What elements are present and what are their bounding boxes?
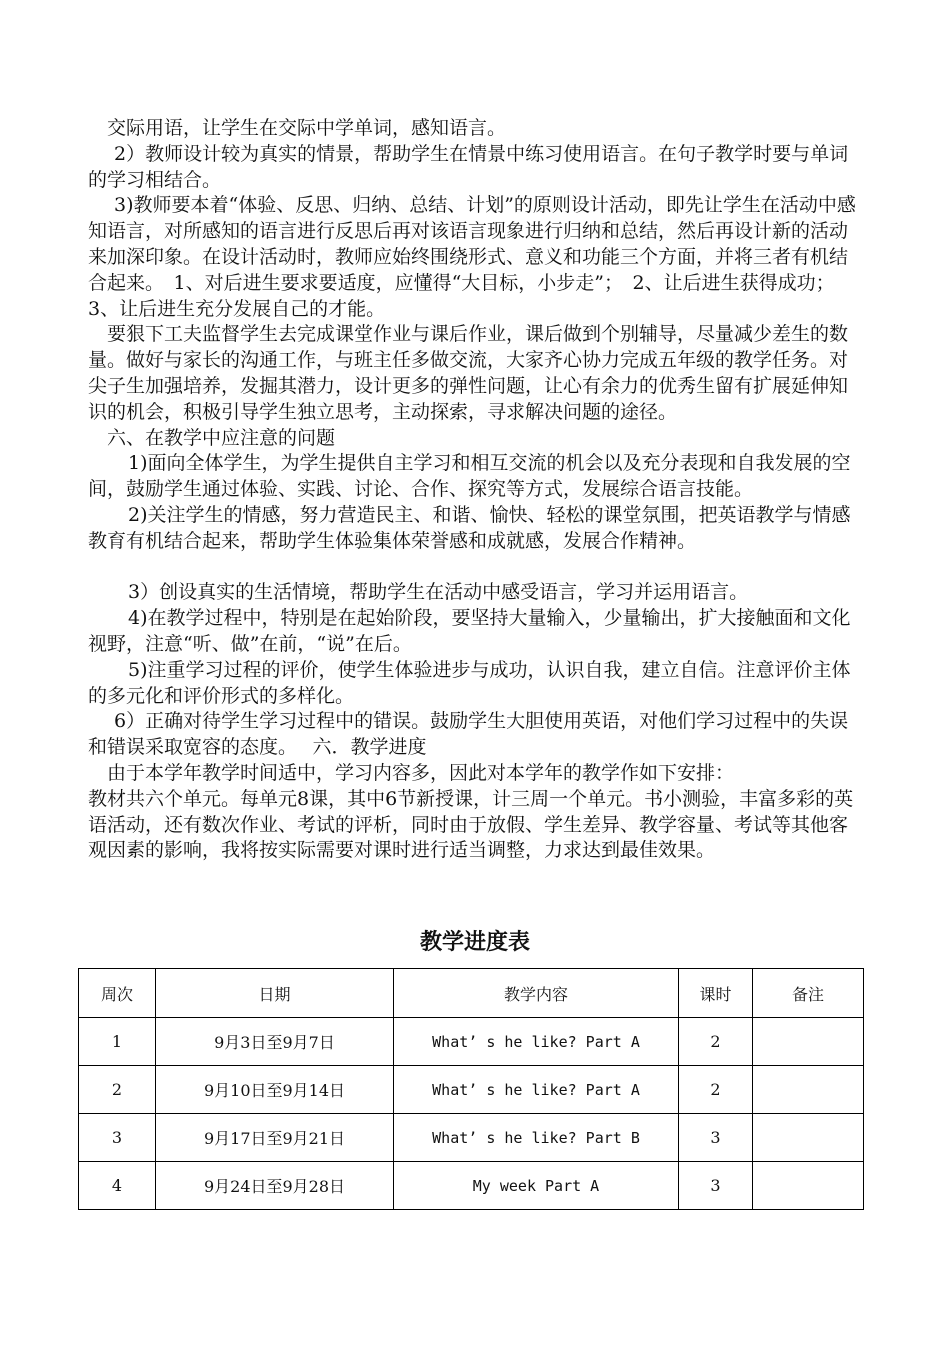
table-row <box>79 1162 864 1210</box>
table-row <box>79 1114 864 1162</box>
cell-content: My week Part A <box>394 1162 679 1210</box>
paragraph: 1)面向全体学生，为学生提供自主学习和相互交流的机会以及充分表现和自我发展的空间，鼓励学生通过体验、实践、讨论、合作、探究等方式，发展综合语言技能。 <box>88 452 851 501</box>
cell-hours: 3 <box>679 1114 753 1162</box>
document-body <box>88 116 864 864</box>
paragraph: 3)教师要本着“体验、反思、归纳、总结、计划”的原则设计活动，即先让学生在活动中感知语言，对所感知的语言进行反思后再对该语言现象进行归纳和总结，然后再设计新的活动来加深印象。在设计活动时，教师应始终围绕形式、意义和功能三个方面，并将三者有机结合起来。 1、对后进生要求要适度，应懂得“大目标，小步走”； 2、让后进生获得成功； 3、让后进生充分发展自己的才能。 <box>88 194 856 320</box>
header-notes: 备注 <box>753 969 864 1018</box>
cell-date: 9月3日至9月7日 <box>156 1018 394 1066</box>
paragraph: 6）正确对待学生学习过程中的错误。鼓励学生大胆使用英语，对他们学习过程中的失误和错误采取宽容的态度。 六．教学进度 <box>88 710 849 759</box>
cell-week: 4 <box>79 1162 156 1210</box>
header-date: 日期 <box>156 969 394 1018</box>
cell-notes <box>753 1066 864 1114</box>
cell-notes <box>753 1162 864 1210</box>
paragraph: 教材共六个单元。每单元8课，其中6节新授课，计三周一个单元。书小测验，丰富多彩的英语活动，还有数次作业、考试的评析，同时由于放假、学生差异、教学容量、考试等其他客观因素的影响，我将按实际需要对课时进行适当调整，力求达到最佳效果。 <box>88 787 854 862</box>
cell-date: 9月24日至9月28日 <box>156 1162 394 1210</box>
header-week: 周次 <box>79 969 156 1018</box>
cell-date: 9月17日至9月21日 <box>156 1114 394 1162</box>
paragraph: 2)关注学生的情感，努力营造民主、和谐、愉快、轻松的课堂氛围，把英语教学与情感教育有机结合起来，帮助学生体验集体荣誉感和成就感，发展合作精神。 <box>88 503 851 552</box>
section-heading: 六、在教学中应注意的问题 <box>107 426 336 449</box>
cell-content: What’ s he like? Part A <box>394 1066 679 1114</box>
cell-notes <box>753 1114 864 1162</box>
schedule-table <box>78 968 864 1210</box>
table-row <box>79 1018 864 1066</box>
header-hours: 课时 <box>679 969 753 1018</box>
cell-content: What’ s he like? Part B <box>394 1114 679 1162</box>
paragraph: 2）教师设计较为真实的情景，帮助学生在情景中练习使用语言。在句子教学时要与单词的学习相结合。 <box>88 142 849 191</box>
cell-week: 3 <box>79 1114 156 1162</box>
paragraph: 5)注重学习过程的评价，使学生体验进步与成功，认识自我，建立自信。注意评价主体的多元化和评价形式的多样化。 <box>88 658 851 707</box>
cell-hours: 3 <box>679 1162 753 1210</box>
cell-hours: 2 <box>679 1066 753 1114</box>
paragraph: 要狠下工夫监督学生去完成课堂作业与课后作业，课后做到个别辅导，尽量减少差生的数量。做好与家长的沟通工作，与班主任多做交流，大家齐心协力完成五年级的教学任务。对尖子生加强培养，发掘其潜力，设计更多的弹性问题，让心有余力的优秀生留有扩展延伸知识的机会，积极引导学生独立思考，主动探索，寻求解决问题的途径。 <box>88 323 849 423</box>
table-header-row <box>79 969 864 1018</box>
cell-week: 1 <box>79 1018 156 1066</box>
schedule-title: 教学进度表 <box>419 930 530 955</box>
cell-notes <box>753 1018 864 1066</box>
cell-week: 2 <box>79 1066 156 1114</box>
paragraph: 4)在教学过程中，特别是在起始阶段，要坚持大量输入，少量输出，扩大接触面和文化视野，注意“听、做”在前，“说”在后。 <box>88 607 851 655</box>
cell-content: What’ s he like? Part A <box>394 1018 679 1066</box>
paragraph: 3）创设真实的生活情境，帮助学生在活动中感受语言，学习并运用语言。 <box>128 581 749 604</box>
header-content: 教学内容 <box>394 969 679 1018</box>
blank-line <box>88 555 864 581</box>
cell-hours: 2 <box>679 1018 753 1066</box>
table-row <box>79 1066 864 1114</box>
paragraph: 交际用语，让学生在交际中学单词，感知语言。 <box>107 117 507 139</box>
cell-date: 9月10日至9月14日 <box>156 1066 394 1114</box>
paragraph: 由于本学年教学时间适中，学习内容多，因此对本学年的教学作如下安排： <box>107 761 735 784</box>
